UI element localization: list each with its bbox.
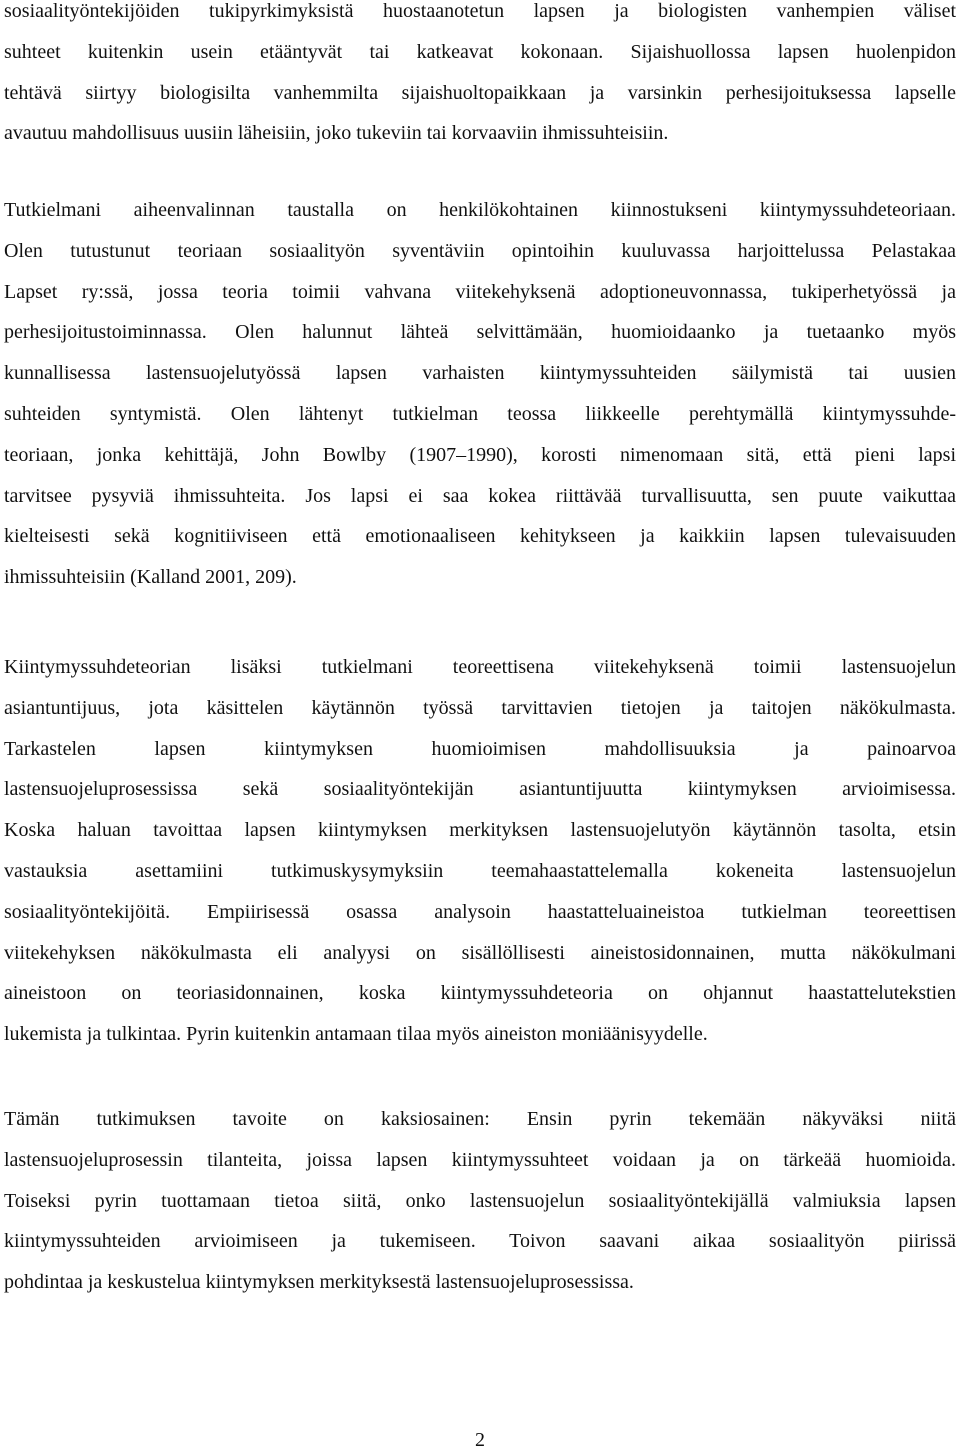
text-line: Tarkastelen lapsen kiintymyksen huomioimisen mahdollisuuksia ja painoarvoa xyxy=(4,737,956,760)
paragraph-1 xyxy=(4,0,956,154)
text-line: tarvitsee pysyviä ihmissuhteita. Jos lapsi ei saa kokea riittävää turvallisuutta, sen puute vaikuttaa xyxy=(4,484,956,507)
text-line: perhesijoitustoiminnassa. Olen halunnut lähteä selvittämään, huomioidaanko ja tuetaanko myös xyxy=(4,321,956,344)
text-line: pohdintaa ja keskustelua kiintymyksen merkityksestä lastensuojeluprosessissa. xyxy=(4,1271,634,1294)
text-line: sosiaalityöntekijöitä. Empiirisessä osassa analysoin haastatteluaineistoa tutkielman teoreettisen xyxy=(4,900,956,923)
text-line: aineistoon on teoriasidonnainen, koska kiintymyssuhdeteoria on ohjannut haastattelutekstien xyxy=(4,982,956,1005)
text-line: lastensuojeluprosessin tilanteita, joissa lapsen kiintymyssuhteet voidaan ja on tärkeää huomioida. xyxy=(4,1148,956,1171)
text-line: tehtävä siirtyy biologisilta vanhemmilta sijaishuoltopaikkaan ja varsinkin perhesijoituksessa lapselle xyxy=(4,81,956,104)
text-line: Tutkielmani aiheenvalinnan taustalla on henkilökohtainen kiinnostukseni kiintymyssuhdeteoriaan. xyxy=(4,199,956,221)
text-line: teoriaan, jonka kehittäjä, John Bowlby (1907–1990), korosti nimenomaan sitä, että pieni lapsi xyxy=(4,443,956,466)
text-line: viitekehyksen näkökulmasta eli analyysi on sisällöllisesti aineistosidonnainen, mutta näkökulmani xyxy=(4,941,956,964)
text-line: vastauksia asettamiini tutkimuskysymyksiin teemahaastattelemalla kokeneita lastensuojelun xyxy=(4,859,956,882)
paragraph-4 xyxy=(4,1099,956,1303)
text-line: lukemista ja tulkintaa. Pyrin kuitenkin antamaan tilaa myös aineiston moniäänisyydelle. xyxy=(4,1023,708,1046)
text-line: Toiseksi pyrin tuottamaan tietoa siitä, onko lastensuojelun sosiaalityöntekijällä valmiuksia lapsen xyxy=(4,1189,956,1212)
text-line: lastensuojeluprosessissa sekä sosiaalityöntekijän asiantuntijuutta kiintymyksen arvioimisessa. xyxy=(4,778,956,801)
text-line: kunnallisessa lastensuojelutyössä lapsen varhaisten kiintymyssuhteiden säilymistä tai uusien xyxy=(4,362,956,385)
text-line: Koska haluan tavoittaa lapsen kiintymyksen merkityksen lastensuojelutyön käytännön tasolta, etsin xyxy=(4,819,956,842)
text-line: ihmissuhteisiin (Kalland 2001, 209). xyxy=(4,566,297,589)
paragraph-2 xyxy=(4,190,956,598)
text-line: Olen tutustunut teoriaan sosiaalityön syventäviin opintoihin kuuluvassa harjoittelussa Pelastakaa xyxy=(4,239,956,262)
text-line: Kiintymyssuhdeteorian lisäksi tutkielmani teoreettisena viitekehyksenä toimii lastensuojelun xyxy=(4,656,956,678)
text-line: suhteiden syntymistä. Olen lähtenyt tutkielman teossa liikkeelle perehtymällä kiintymyssuhde- xyxy=(4,402,956,425)
paragraph-3 xyxy=(4,647,956,1055)
text-line: sosiaalityöntekijöiden tukipyrkimyksistä huostaanotetun lapsen ja biologisten vanhempien väliset xyxy=(4,0,956,22)
text-line: kielteisesti sekä kognitiiviseen että emotionaaliseen kehitykseen ja kaikkiin lapsen tulevaisuuden xyxy=(4,525,956,548)
page-number: 2 xyxy=(475,1429,485,1451)
text-line: asiantuntijuus, jota käsittelen käytännön työssä tarvittavien tietojen ja taitojen näkökulmasta. xyxy=(4,696,956,719)
text-line: Lapset ry:ssä, jossa teoria toimii vahvana viitekehyksenä adoptioneuvonnassa, tukiperhetyössä ja xyxy=(4,280,956,303)
text-line: avautuu mahdollisuus uusiin läheisiin, joko tukeviin tai korvaaviin ihmissuhteisiin. xyxy=(4,122,669,145)
text-line: suhteet kuitenkin usein etääntyvät tai katkeavat kokonaan. Sijaishuollossa lapsen huolenpidon xyxy=(4,40,956,63)
text-line: Tämän tutkimuksen tavoite on kaksiosainen: Ensin pyrin tekemään näkyväksi niitä xyxy=(4,1108,956,1130)
text-line: kiintymyssuhteiden arvioimiseen ja tukemiseen. Toivon saavani aikaa sosiaalityön piirissä xyxy=(4,1230,956,1253)
